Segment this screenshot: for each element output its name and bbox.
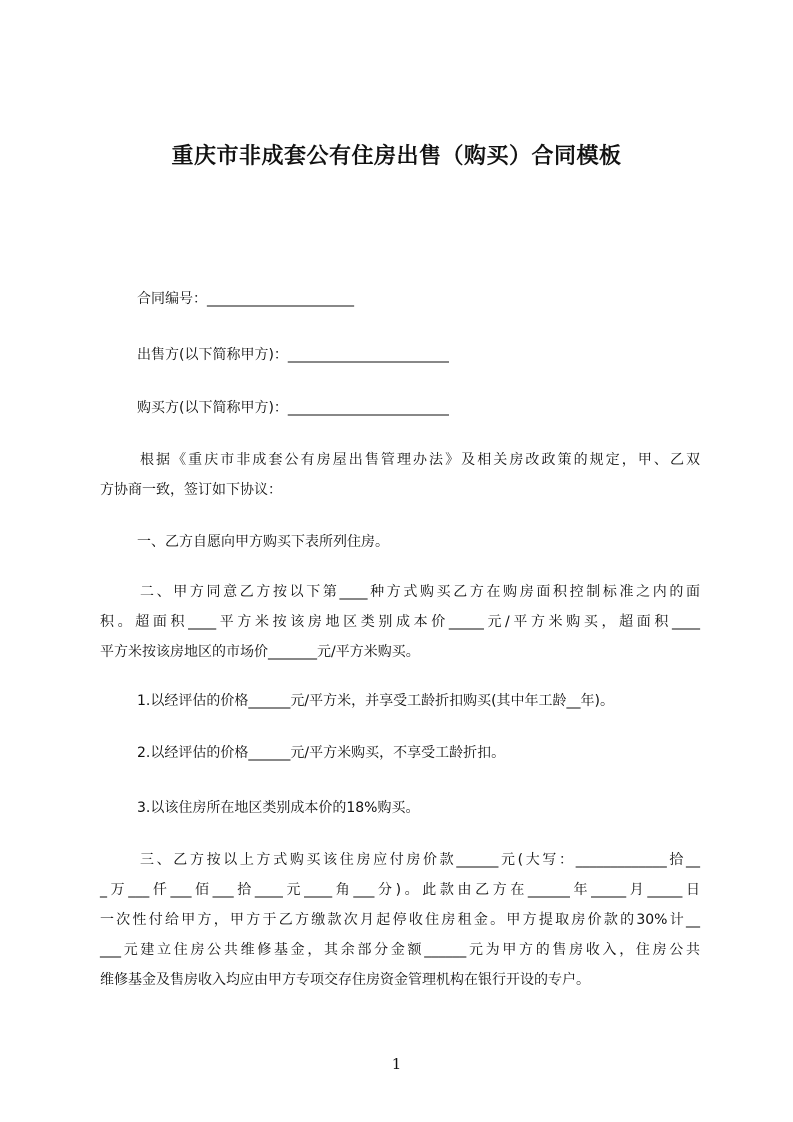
preamble-line-2: 方协商一致，签订如下协议： [100, 482, 282, 498]
preamble-line-1: 根据《重庆市非成套公有房屋出售管理办法》及相关房改政策的规定，甲、乙双 [140, 452, 700, 468]
clause-3-line-3: 一次性付给甲方，甲方于乙方缴款次月起停收住房租金。甲方提取房价款的30%计__ [100, 912, 700, 928]
contract-number-line: 合同编号：_____________________ [137, 291, 354, 307]
clause-3-paragraph [100, 845, 700, 995]
clause-3-line-2: _万___仟___佰___拾____元____角___分)。此款由乙方在______年_____月_____日 [100, 882, 700, 898]
document-title: 重庆市非成套公有住房出售（购买）合同模板 [171, 144, 622, 169]
clause-1: 一、乙方自愿向甲方购买下表所列住房。 [137, 534, 389, 550]
clause-3-line-4: ___元建立住房公共维修基金，其余部分金额______元为甲方的售房收入，住房公共 [100, 942, 700, 958]
option-1: 1.以经评估的价格______元/平方米，并享受工龄折扣购买(其中年工龄__年)。 [137, 693, 614, 709]
option-3: 3.以该住房所在地区类别成本价的18%购买。 [137, 800, 420, 816]
seller-line: 出售方(以下简称甲方)：_______________________ [137, 347, 449, 363]
clause-2-line-1: 二、甲方同意乙方按以下第____种方式购买乙方在购房面积控制标准之内的面 [140, 584, 700, 600]
option-2: 2.以经评估的价格______元/平方米购买，不享受工龄折扣。 [137, 745, 506, 761]
clause-3-line-1: 三、乙方按以上方式购买该住房应付房价款______元(大写：_____________拾__ [140, 852, 700, 868]
clause-2-paragraph [100, 577, 700, 667]
page-number: 1 [391, 1055, 402, 1073]
clause-2-line-2: 积。超面积____平方米按该房地区类别成本价_____元/平方米购买，超面积____ [100, 614, 700, 630]
clause-2-line-3: 平方米按该房地区的市场价_______元/平方米购买。 [100, 644, 420, 660]
preamble-paragraph [100, 445, 700, 505]
buyer-line: 购买方(以下简称甲方)：_______________________ [137, 400, 449, 416]
clause-3-line-5: 维修基金及售房收入均应由甲方专项交存住房资金管理机构在银行开设的专户。 [100, 972, 590, 988]
